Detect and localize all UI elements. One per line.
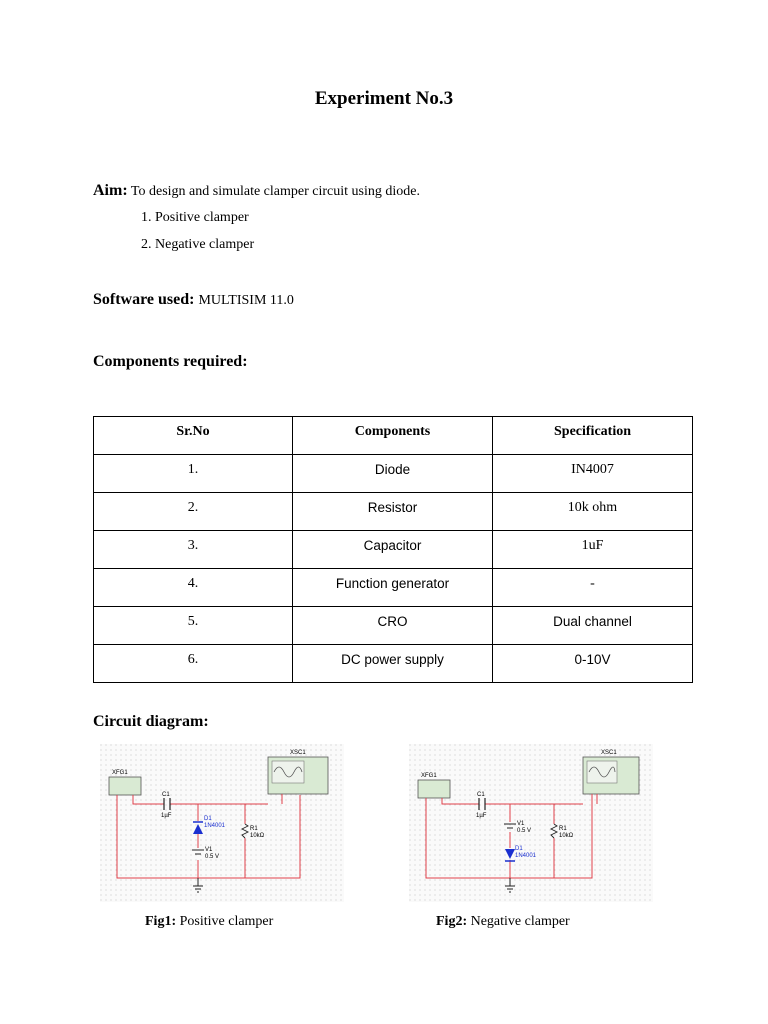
cell-component: Diode	[293, 455, 493, 493]
table-row	[94, 607, 693, 645]
aim-item-1: 1. Positive clamper	[141, 210, 249, 225]
cell-component: Capacitor	[293, 531, 493, 569]
res-label: R1	[559, 826, 567, 832]
table-row	[94, 645, 693, 683]
figure-1-caption-text: Positive clamper	[179, 914, 274, 929]
cell-spec: Dual channel	[493, 607, 693, 645]
aim-text: To design and simulate clamper circuit using diode.	[130, 184, 420, 199]
table-header-row	[94, 417, 693, 455]
diode-value: 1N4001	[515, 853, 537, 859]
cell-component: CRO	[293, 607, 493, 645]
diode-label: D1	[204, 816, 212, 822]
table-row	[94, 569, 693, 607]
cell-component: Resistor	[293, 493, 493, 531]
diode-label: D1	[515, 846, 523, 852]
diode-value: 1N4001	[204, 823, 226, 829]
cell-srno: 4.	[94, 569, 293, 607]
scope-label: XSC1	[601, 750, 617, 756]
cell-spec: -	[493, 569, 693, 607]
figure-2-caption-text: Negative clamper	[470, 914, 570, 929]
header-specification: Specification	[493, 417, 693, 455]
cell-spec: 1uF	[493, 531, 693, 569]
figure-1-caption	[145, 914, 273, 930]
cell-spec: 10k ohm	[493, 493, 693, 531]
res-value: 10kΩ	[250, 833, 265, 839]
software-value: MULTISIM 11.0	[198, 293, 294, 308]
cap-label: C1	[162, 792, 170, 798]
cell-spec: 0-10V	[493, 645, 693, 683]
figure-1-caption-label: Fig1:	[145, 914, 177, 929]
fg-label: XFG1	[112, 770, 128, 776]
software-line	[93, 291, 294, 309]
page-title: Experiment No.3	[314, 88, 454, 109]
src-label: V1	[205, 847, 213, 853]
positive-clamper-diagram	[100, 744, 344, 902]
components-heading: Components required:	[93, 353, 248, 370]
cap-label: C1	[477, 792, 485, 798]
cell-srno: 1.	[94, 455, 293, 493]
components-table	[93, 416, 693, 683]
res-value: 10kΩ	[559, 833, 574, 839]
cell-spec: IN4007	[493, 455, 693, 493]
cap-value: 1µF	[476, 813, 487, 819]
circuit-heading: Circuit diagram:	[93, 713, 209, 730]
figure-2-caption-label: Fig2:	[436, 914, 468, 929]
aim-label: Aim:	[93, 182, 128, 199]
aim-item-2: 2. Negative clamper	[141, 237, 255, 252]
cell-srno: 2.	[94, 493, 293, 531]
src-label: V1	[517, 821, 525, 827]
cell-srno: 5.	[94, 607, 293, 645]
table-row	[94, 493, 693, 531]
table-row	[94, 455, 693, 493]
cell-srno: 6.	[94, 645, 293, 683]
scope-label: XSC1	[290, 750, 306, 756]
res-label: R1	[250, 826, 258, 832]
software-label: Software used:	[93, 291, 195, 308]
header-srno: Sr.No	[94, 417, 293, 455]
cap-value: 1µF	[161, 813, 172, 819]
table-row	[94, 531, 693, 569]
fg-label: XFG1	[421, 773, 437, 779]
cell-component: DC power supply	[293, 645, 493, 683]
src-value: 0.5 V	[205, 854, 220, 860]
negative-clamper-diagram	[409, 744, 653, 902]
src-value: 0.5 V	[517, 828, 532, 834]
cell-component: Function generator	[293, 569, 493, 607]
figure-2-caption	[436, 914, 570, 930]
cell-srno: 3.	[94, 531, 293, 569]
aim-line	[93, 182, 420, 200]
header-components: Components	[293, 417, 493, 455]
